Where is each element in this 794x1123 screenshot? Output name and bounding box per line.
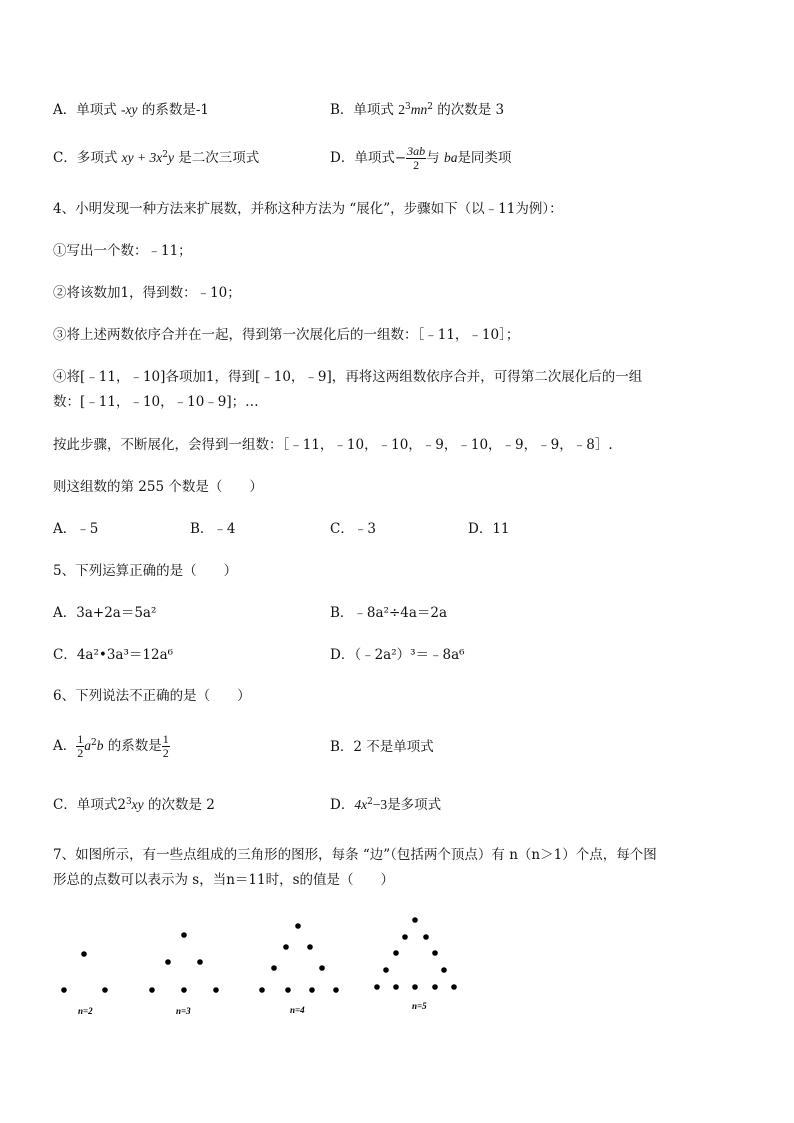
dot <box>181 932 187 938</box>
triangle-n5 <box>374 917 457 1011</box>
q4-step-1: ①写出一个数：﹣11； <box>53 243 192 259</box>
q3-option-b-prefix: B．单项式 <box>330 102 394 118</box>
q3-option-a-prefix: A．单项式 <box>53 102 117 118</box>
q3-option-b-suffix: 的次数是 3 <box>437 102 505 118</box>
q5-stem: 5、下列运算正确的是（ ） <box>53 563 238 579</box>
q3-option-b-vars: mn <box>410 102 428 117</box>
q5-option-c[interactable]: C．4a²•3a³＝12a⁶ <box>53 647 174 663</box>
q3-option-b[interactable] <box>330 100 504 120</box>
q6-option-c-coef: 2 <box>117 797 126 813</box>
q4-step-4-line2: 数：[﹣11，﹣10，﹣10﹣9]；… <box>53 394 259 410</box>
fraction-denominator: 2 <box>162 746 169 760</box>
dot <box>102 987 108 993</box>
q3-option-d-prefix: D．单项式− <box>330 150 407 166</box>
fraction-denominator: 2 <box>413 158 420 172</box>
q6-option-a-mid: 的系数是 <box>107 738 162 754</box>
q5-option-a[interactable]: A．3a+2a＝5a² <box>53 605 157 621</box>
q3-option-d-fraction <box>406 145 426 172</box>
triangle-n2 <box>61 951 108 1016</box>
q3-option-c[interactable] <box>53 148 259 168</box>
q6-option-c[interactable] <box>53 795 215 815</box>
q3-option-a[interactable] <box>53 100 209 120</box>
q3-option-d-suffix: 是同类项 <box>457 150 512 166</box>
dot <box>81 951 87 957</box>
q5-option-d[interactable]: D．（﹣2a²）³＝﹣8a⁶ <box>330 647 465 663</box>
q7-stem-line2: 形总的点数可以表示为 s，当n＝11时，s的值是（ ） <box>53 872 395 888</box>
dot <box>283 944 289 950</box>
dot <box>432 984 438 990</box>
q3-option-d-expr: ba <box>443 150 458 165</box>
q3-option-a-suffix: 的系数是-1 <box>141 102 209 118</box>
q6-option-d-expr: 4x <box>354 797 368 812</box>
triangle-n4 <box>259 923 339 1015</box>
q6-option-a[interactable] <box>53 732 170 760</box>
q4-option-d[interactable]: D．11 <box>468 521 510 537</box>
dot <box>423 934 429 940</box>
q6-stem: 6、下列说法不正确的是（ ） <box>53 688 251 704</box>
q6-option-c-vars: xy <box>131 797 144 812</box>
q4-step-4-line1: ④将[﹣11，﹣10]各项加1，得到[﹣10，﹣9]，再将这两组数依序合并，可得第二次展化后的一组 <box>53 369 643 385</box>
dot <box>181 987 187 993</box>
dot <box>393 950 399 956</box>
q3-option-c-prefix: C．多项式 <box>53 150 118 166</box>
dot <box>451 984 457 990</box>
q6-option-a-exp: 2 <box>91 738 97 748</box>
dot <box>441 967 447 973</box>
dot <box>374 984 380 990</box>
dot <box>165 959 171 965</box>
q4-option-c[interactable]: C．﹣3 <box>330 521 376 537</box>
q3-option-b-exp1: 3 <box>404 102 411 112</box>
q6-option-c-prefix: C．单项式 <box>53 797 118 813</box>
dot <box>402 934 408 940</box>
dot <box>285 987 291 993</box>
q3-option-b-exp2: 2 <box>427 102 433 112</box>
q4-step-3: ③将上述两数依序合并在一起，得到第一次展化后的一组数：［﹣11，﹣10］； <box>53 327 520 343</box>
q3-option-c-suffix: 是二次三项式 <box>178 150 260 166</box>
q3-option-a-expr: -xy <box>121 102 138 117</box>
q3-option-c-expr2: y <box>167 150 174 165</box>
q3-option-c-exp: 2 <box>162 150 168 160</box>
q6-option-d-prefix: D． <box>330 797 355 813</box>
triangle-label-n3: n=3 <box>176 1006 191 1016</box>
q3-option-d[interactable] <box>330 144 511 172</box>
triangle-n3 <box>149 932 219 1016</box>
dot <box>197 959 203 965</box>
fraction-numerator: 1 <box>162 732 169 746</box>
dot <box>412 984 418 990</box>
triangle-label-n5: n=5 <box>412 1001 427 1011</box>
triangle-label-n4: n=4 <box>290 1005 305 1015</box>
q4-stem: 4、小明发现一种方法来扩展数，并称这种方法为 “展化”，步骤如下（以﹣11为例）： <box>53 201 563 217</box>
dot <box>259 987 265 993</box>
dot <box>393 984 399 990</box>
q3-option-d-mid: 与 <box>426 150 440 166</box>
dot <box>213 987 219 993</box>
q4-step-2: ②将该数加1，得到数：﹣10； <box>53 285 241 301</box>
q4-option-b[interactable]: B．﹣4 <box>190 521 236 537</box>
q6-option-a-prefix: A． <box>53 738 77 754</box>
q6-option-d-expr2: −3 <box>372 797 388 812</box>
q6-option-a-expr: a <box>84 738 91 753</box>
q6-option-a-fraction2 <box>162 733 170 760</box>
dot <box>383 967 389 973</box>
dot <box>309 987 315 993</box>
fraction-denominator: 2 <box>77 746 84 760</box>
dot <box>333 987 339 993</box>
dot <box>307 944 313 950</box>
fraction-numerator: 3ab <box>407 144 426 158</box>
dot <box>412 917 418 923</box>
q6-option-d[interactable] <box>330 795 441 815</box>
q4-question: 则这组数的第 255 个数是（ ） <box>53 479 263 495</box>
q4-continue: 按此步骤，不断展化，会得到一组数：［﹣11，﹣10，﹣10，﹣9，﹣10，﹣9，﹣9，﹣8］. <box>53 437 613 453</box>
q6-option-a-expr2: b <box>96 738 104 753</box>
q7-stem-line1: 7、如图所示，有一些点组成的三角形的图形，每条 “边”（包括两个顶点）有 n（n＞1）个点，每个图 <box>53 847 657 863</box>
q5-option-b[interactable]: B．﹣8a²÷4a＝2a <box>330 605 448 621</box>
q6-option-b[interactable]: B．2 不是单项式 <box>330 739 434 755</box>
fraction-numerator: 1 <box>77 732 84 746</box>
q6-option-d-suffix: 是多项式 <box>387 797 442 813</box>
q6-option-c-suffix: 的次数是 2 <box>147 797 215 813</box>
q3-option-c-expr: xy + 3x <box>121 150 163 165</box>
dot <box>295 923 301 929</box>
dot <box>61 987 67 993</box>
q4-option-a[interactable]: A．﹣5 <box>53 521 99 537</box>
q6-option-d-exp: 2 <box>367 797 373 807</box>
triangle-label-n2: n=2 <box>78 1006 93 1016</box>
triangle-dots-figure <box>0 900 794 1030</box>
dot <box>319 965 325 971</box>
q6-option-c-exp: 3 <box>125 797 132 807</box>
q3-option-b-coef: 2 <box>398 102 405 117</box>
dot <box>271 965 277 971</box>
dot <box>432 950 438 956</box>
dot <box>149 987 155 993</box>
